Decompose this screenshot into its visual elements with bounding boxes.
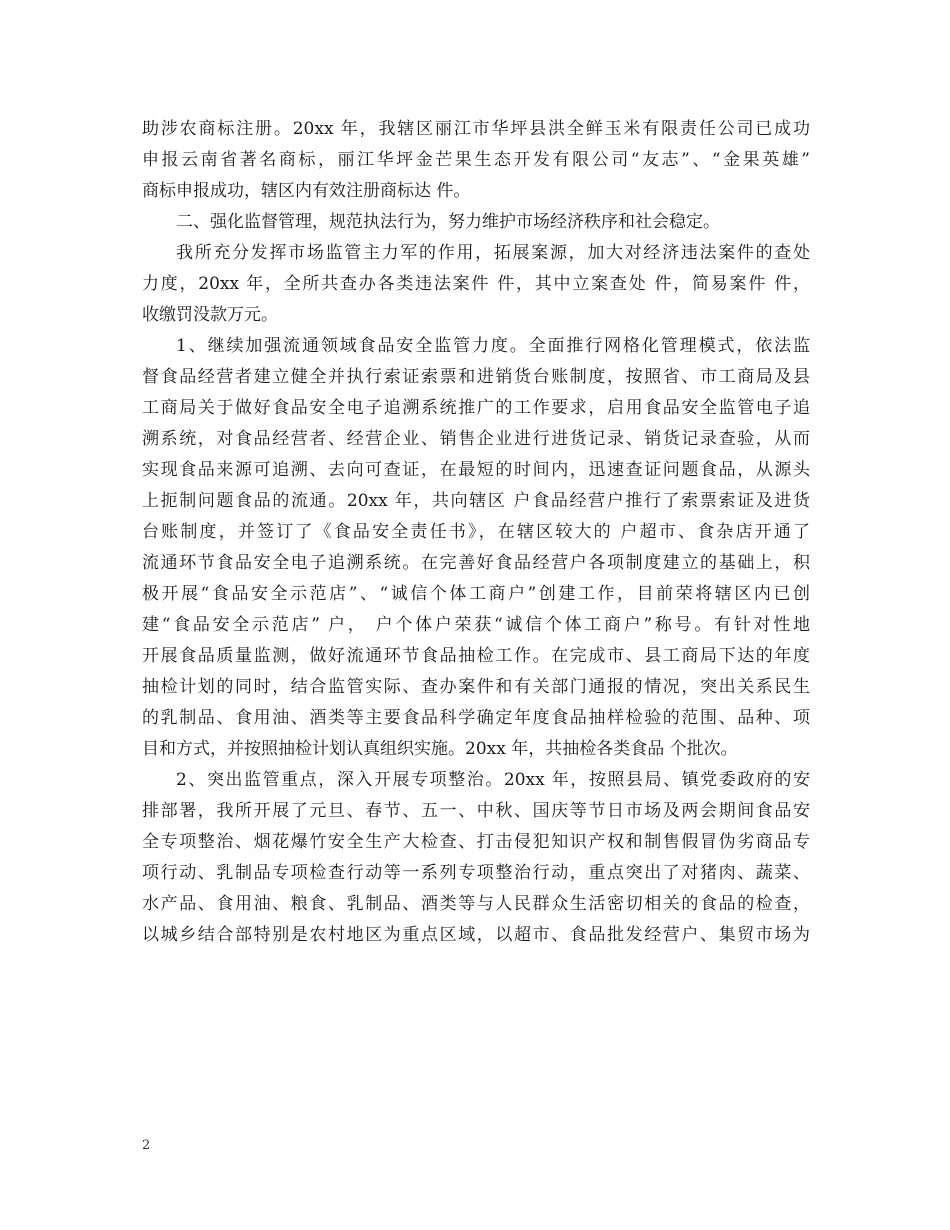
text-line: 工商局关于做好食品安全电子追溯系统推广的工作要求，启用食品安全监管电子追: [142, 398, 810, 418]
text-line: 水产品、食用油、粮食、乳制品、酒类等与人民群众生活密切相关的食品的检查，: [142, 894, 810, 914]
text-line: 督食品经营者建立健全并执行索证索票和进销货台账制度，按照省、市工商局及县: [142, 367, 810, 387]
text-line: 的乳制品、食用油、酒类等主要食品科学确定年度食品抽样检验的范围、品种、项: [142, 708, 810, 728]
document-body: [142, 114, 810, 951]
text-line: 力度，20xx 年，全所共查办各类违法案件 件，其中立案查处 件，简易案件 件，: [142, 274, 810, 294]
text-line: 极开展“食品安全示范店”、“诚信个体工商户”创建工作，目前荣将辖区内已创: [142, 584, 810, 604]
text-line: 全专项整治、烟花爆竹安全生产大检查、打击侵犯知识产权和制售假冒伪劣商品专: [142, 832, 810, 852]
text-line: 二、强化监督管理，规范执法行为，努力维护市场经济秩序和社会稳定。: [176, 212, 720, 232]
text-line: 开展食品质量监测，做好流通环节食品抽检工作。在完成市、县工商局下达的年度: [142, 646, 810, 666]
text-line: 上扼制问题食品的流通。20xx 年，共向辖区 户食品经营户推行了索票索证及进货: [142, 491, 810, 511]
text-line: 申报云南省著名商标，丽江华坪金芒果生态开发有限公司“友志”、“金果英雄”: [142, 150, 810, 170]
text-line: 项行动、乳制品专项检查行动等一系列专项整治行动，重点突出了对猪肉、蔬菜、: [142, 863, 810, 883]
text-line: 抽检计划的同时，结合监管实际、查办案件和有关部门通报的情况，突出关系民生: [142, 677, 810, 697]
text-line: 2、突出监管重点，深入开展专项整治。20xx 年，按照县局、镇党委政府的安: [176, 770, 810, 790]
text-line: 目和方式，并按照抽检计划认真组织实施。20xx 年，共抽检各类食品 个批次。: [142, 739, 738, 759]
text-line: 溯系统，对食品经营者、经营企业、销售企业进行进货记录、销货记录查验，从而: [142, 429, 810, 449]
text-line: 商标申报成功，辖区内有效注册商标达 件。: [142, 181, 471, 201]
text-line: 收缴罚没款万元。: [142, 305, 278, 325]
text-line: 助涉农商标注册。20xx 年，我辖区丽江市华坪县洪全鲜玉米有限责任公司已成功: [142, 119, 810, 139]
text-line: 台账制度，并签订了《食品安全责任书》，在辖区较大的 户超市、食杂店开通了: [142, 522, 810, 542]
page-number: 2: [142, 1138, 151, 1153]
text-line: 1、继续加强流通领域食品安全监管力度。全面推行网格化管理模式，依法监: [176, 336, 810, 356]
text-line: 以城乡结合部特别是农村地区为重点区域，以超市、食品批发经营户、集贸市场为: [142, 925, 810, 945]
text-line: 实现食品来源可追溯、去向可查证，在最短的时间内，迅速查证问题食品，从源头: [142, 460, 810, 480]
text-line: 我所充分发挥市场监管主力军的作用，拓展案源，加大对经济违法案件的查处: [176, 243, 810, 263]
text-line: 排部署，我所开展了元旦、春节、五一、中秋、国庆等节日市场及两会期间食品安: [142, 801, 810, 821]
text-line: 流通环节食品安全电子追溯系统。在完善好食品经营户各项制度建立的基础上，积: [142, 553, 810, 573]
text-line: 建“食品安全示范店” 户， 户个体户荣获“诚信个体工商户”称号。有针对性地: [142, 615, 810, 635]
